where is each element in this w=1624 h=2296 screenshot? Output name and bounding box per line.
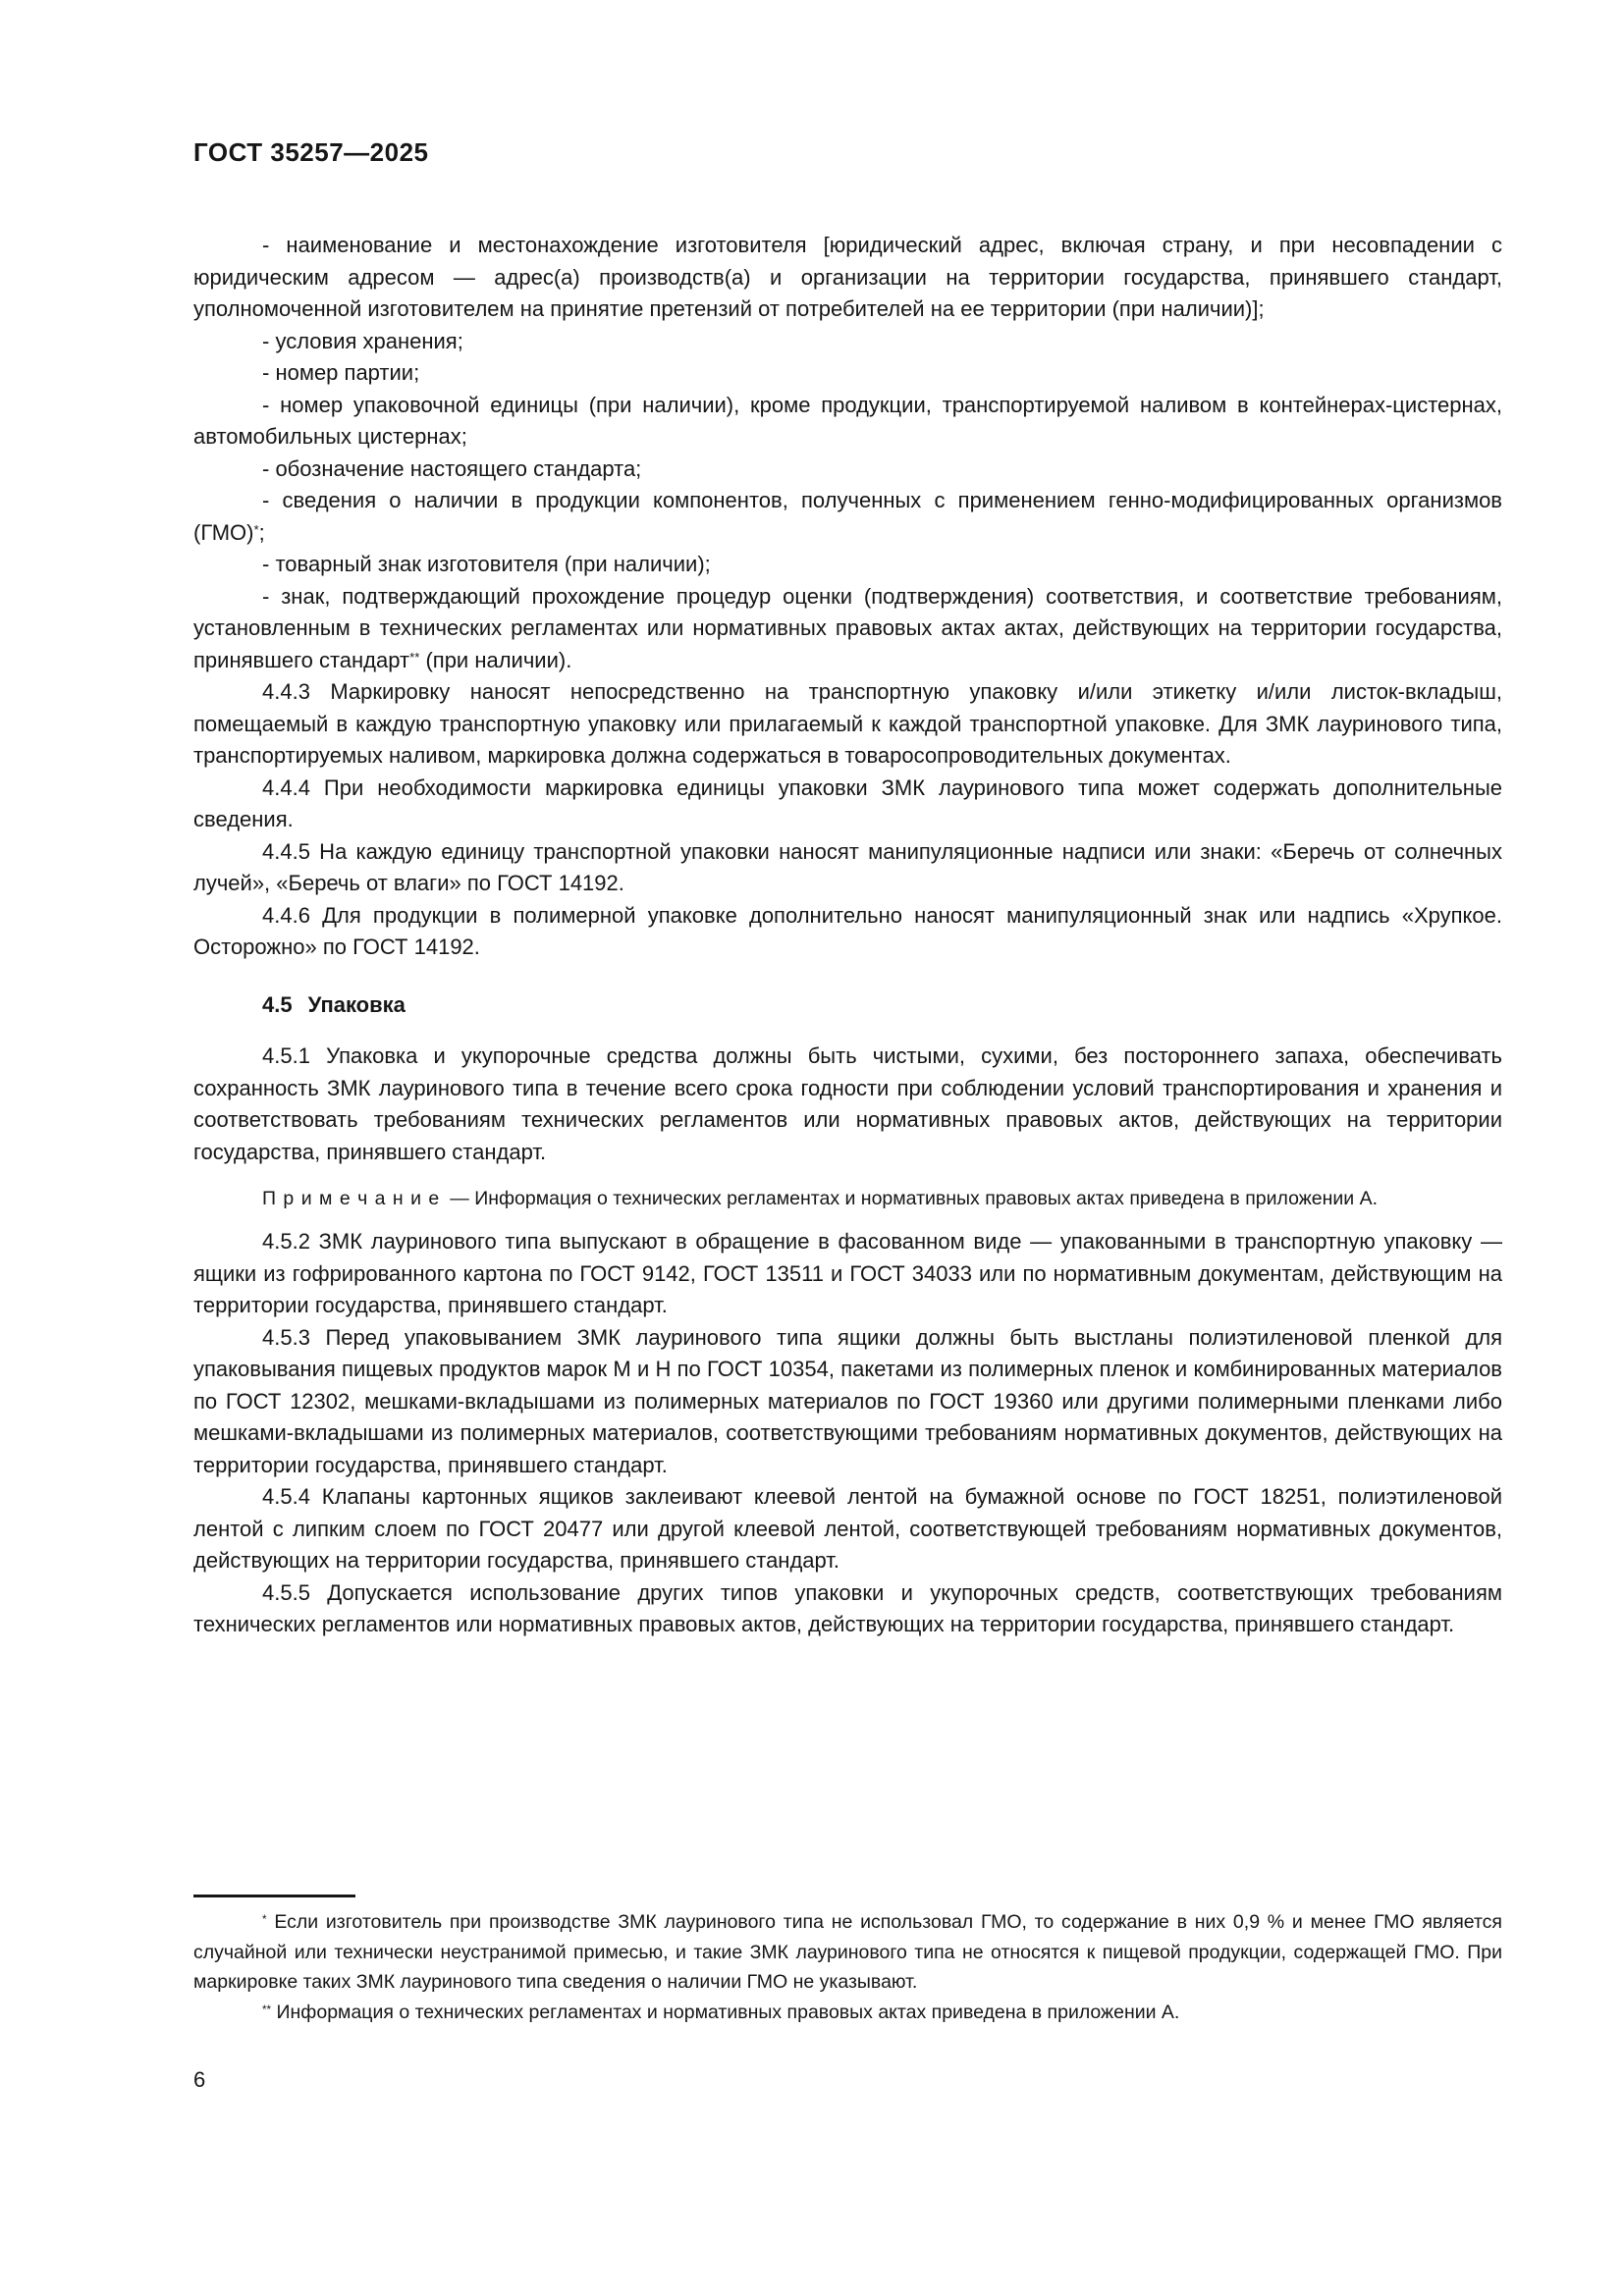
clause-paragraph — [193, 773, 1502, 836]
list-item-text: - сведения о наличии в продукции компонентов, полученных с применением генно-модифицированных организмов (ГМО) — [193, 488, 1502, 545]
list-item-text: - номер упаковочной единицы (при наличии), кроме продукции, транспортируемой наливом в контейнерах-цистернах, автомобильных цистернах; — [193, 392, 1502, 449]
footnote-marker-asterisk: * — [253, 521, 259, 537]
list-item — [193, 230, 1502, 326]
list-item-text: - номер партии; — [262, 360, 420, 385]
clause-text: 4.5.2 ЗМК лауринового типа выпускают в обращение в фасованном виде — упакованными в транспортную упаковку — ящики из гофрированного картона по ГОСТ 9142, ГОСТ 13511 и ГОСТ 34033 или по нормативным документам, действующим на территории государства, принявшего стандарт. — [193, 1229, 1502, 1317]
list-item — [193, 485, 1502, 549]
doc-code-header: ГОСТ 35257—2025 — [193, 137, 429, 167]
section-title: Упаковка — [307, 991, 406, 1017]
footnote-text: Если изготовитель при производстве ЗМК лауринового типа не использовал ГМО, то содержание в них 0,9 % и менее ГМО является случайной или технически неустранимой примесью, и такие ЗМК лауринового типа не относятся к пищевой продукции, содержащей ГМО. При маркировке таких ЗМК лауринового типа сведения о наличии ГМО не указывают. — [193, 1911, 1502, 1993]
clause-text: 4.5.5 Допускается использование других типов упаковки и укупорочных средств, соответствующих требованиям технических регламентов или нормативных правовых актов, действующих на территории государства, принявшего стандарт. — [193, 1579, 1502, 1636]
footnote — [193, 1907, 1502, 1998]
page-number: 6 — [193, 2067, 206, 2092]
footnote-marker-double-asterisk: ** — [262, 2002, 272, 2016]
clause-paragraph — [193, 676, 1502, 773]
list-item-text: (при наличии). — [419, 647, 572, 672]
list-item-text: ; — [258, 519, 265, 545]
note-label: П р и м е ч а н и е — [262, 1188, 441, 1209]
list-item — [193, 581, 1502, 677]
footnote-divider — [193, 1895, 355, 1897]
list-item-text: - товарный знак изготовителя (при наличии); — [262, 552, 711, 576]
footnote-marker-double-asterisk: ** — [409, 649, 420, 665]
list-item — [193, 390, 1502, 454]
footnotes-section — [193, 1895, 1502, 2027]
note-text: — Информация о технических регламентах и нормативных правовых актах приведена в приложении А. — [450, 1188, 1379, 1209]
clause-paragraph — [193, 1226, 1502, 1322]
footnote-marker-asterisk: * — [262, 1912, 267, 1926]
clause-paragraph — [193, 1481, 1502, 1577]
list-item — [193, 549, 1502, 581]
clause-text: 4.4.6 Для продукции в полимерной упаковке дополнительно наносят манипуляционный знак или надпись «Хрупкое. Осторожно» по ГОСТ 14192. — [193, 902, 1502, 959]
clause-text: 4.5.1 Упаковка и укупорочные средства должны быть чистыми, сухими, без постороннего запаха, обеспечивать сохранность ЗМК лауринового типа в течение всего срока годности при соблюдении условий транспортирования и хранения и соответствовать требованиям технических регламентов или нормативных правовых актов, действующих на территории государства, принявшего стандарт. — [193, 1043, 1502, 1164]
list-item — [193, 357, 1502, 390]
clause-paragraph — [193, 1577, 1502, 1641]
footnote — [193, 1998, 1502, 2028]
list-item — [193, 326, 1502, 358]
clause-text: 4.5.3 Перед упаковыванием ЗМК лауринового типа ящики должны быть выстланы полиэтиленовой пленкой для упаковывания пищевых продуктов марок М и Н по ГОСТ 10354, пакетами из полимерных пленок и комбинированных материалов по ГОСТ 12302, мешками-вкладышами из полимерных материалов по ГОСТ 19360 или другими полимерными пленками либо мешками-вкладышами из полимерных материалов, соответствующими требованиям нормативных документов, действующих на территории государства, принявшего стандарт. — [193, 1324, 1502, 1477]
clause-text: 4.5.4 Клапаны картонных ящиков заклеивают клеевой лентой на бумажной основе по ГОСТ 18251, полиэтиленовой лентой с липким слоем по ГОСТ 20477 или другой клеевой лентой, соответствующей требованиям нормативных документов, действующих на территории государства, принявшего стандарт. — [193, 1484, 1502, 1573]
clause-paragraph — [193, 900, 1502, 964]
clause-paragraph — [193, 1041, 1502, 1168]
clause-text: 4.4.3 Маркировку наносят непосредственно на транспортную упаковку и/или этикетку и/или листок-вкладыш, помещаемый в каждую транспортную упаковку или прилагаемый к каждой транспортной упаковке. Для ЗМК лауринового типа, транспортируемых наливом, маркировка должна содержаться в товаросопроводительных документах. — [193, 679, 1502, 768]
clause-paragraph — [193, 836, 1502, 900]
note-paragraph — [193, 1184, 1502, 1214]
clause-text: 4.4.5 На каждую единицу транспортной упаковки наносят манипуляционные надписи или знаки: «Беречь от солнечных лучей», «Беречь от влаги» по ГОСТ 14192. — [193, 838, 1502, 895]
list-item-text: - наименование и местонахождение изготовителя [юридический адрес, включая страну, и при несовпадении с юридическим адресом — адрес(а) производств(а) и организации на территории государства, принявшего стандарт, уполномоченной изготовителем на принятие претензий от потребителей на ее территории (при наличии)]; — [193, 233, 1502, 321]
footnote-text: Информация о технических регламентах и нормативных правовых актах приведена в приложении А. — [271, 2001, 1180, 2023]
section-number: 4.5 — [262, 991, 293, 1017]
list-item — [193, 454, 1502, 486]
list-item-text: - обозначение настоящего стандарта; — [262, 455, 642, 481]
clause-paragraph — [193, 1322, 1502, 1482]
section-heading — [193, 989, 1502, 1022]
list-item-text: - условия хранения; — [262, 328, 463, 353]
list-item-text: - знак, подтверждающий прохождение процедур оценки (подтверждения) соответствия, и соответствие требованиям, установленным в технических регламентах или нормативных правовых актах актах, действующих на территории государства, принявшего стандарт — [193, 583, 1502, 672]
document-body — [193, 230, 1502, 1641]
clause-text: 4.4.4 При необходимости маркировка единицы упаковки ЗМК лауринового типа может содержать дополнительные сведения. — [193, 774, 1502, 831]
